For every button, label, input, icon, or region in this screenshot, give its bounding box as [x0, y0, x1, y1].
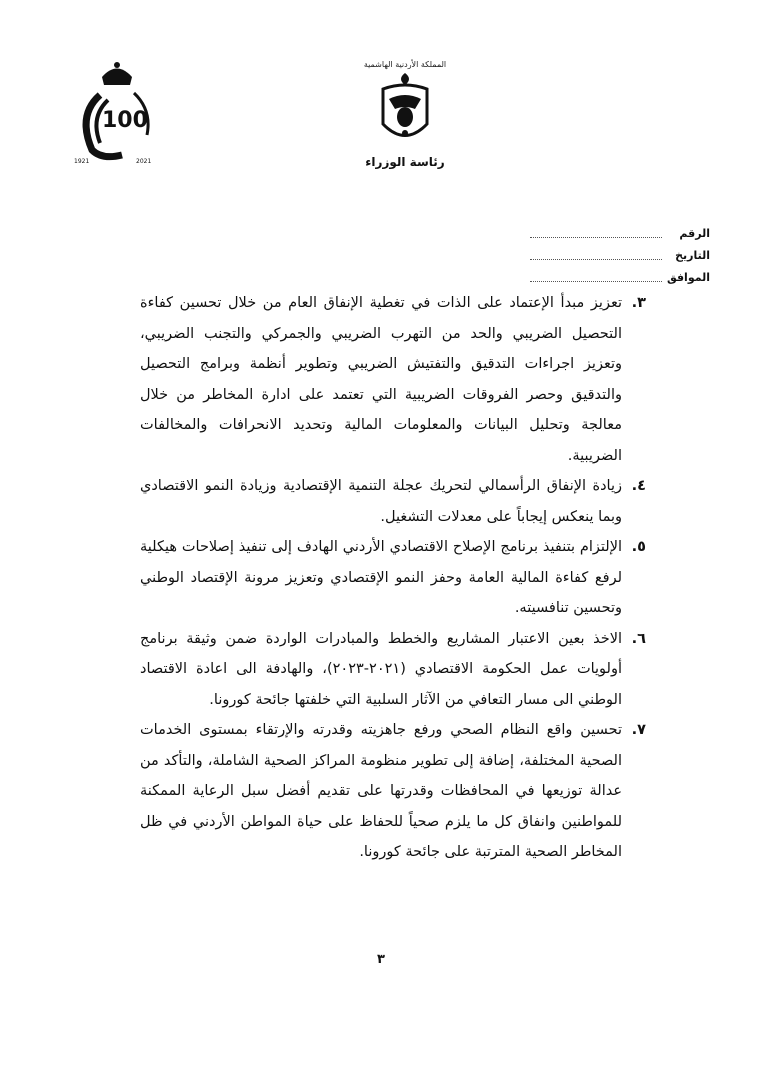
reference-number-value: [530, 229, 662, 238]
coat-motto: المملكة الأردنية الهاشمية: [363, 60, 447, 69]
list-item: [140, 624, 646, 716]
reference-fields: [530, 222, 710, 288]
svg-text:100: 100: [102, 108, 148, 133]
corresponding-date-row: [530, 266, 710, 288]
date-row: [530, 244, 710, 266]
svg-text:2021: 2021: [136, 158, 152, 165]
list-item: [140, 288, 646, 471]
item-text: تعزيز مبدأ الإعتماد على الذات في تغطية الإنفاق العام من خلال تحسين كفاءة التحصيل الضريبي والحد من التهرب الضريبي والجمركي والتجنب الضريبي، وتعزيز اجراءات التدقيق والتفتيش الضريبي وتطوير أنظمة وبرامج التحصيل والتدقيق وحصر الفروقات الضريبية التي تعتمد على ادارة المخاطر من خلال معالجة وتحليل البيانات والمعلومات المالية وتحديد الانحرافات والمخالفات الضريبية.: [140, 295, 622, 464]
item-number: ٦.: [631, 630, 646, 647]
jordan-coat-of-arms-icon: [375, 69, 435, 149]
item-text: الاخذ بعين الاعتبار المشاريع والخطط والمبادرات الواردة ضمن وثيقة برنامج أولويات عمل الحكومة الاقتصادي (٢٠٢١-٢٠٢٣)، والهادفة الى اعادة الاقتصاد الوطني الى مسار التعافي من الآثار السلبية التي خلفتها جائحة كورونا.: [140, 630, 622, 708]
corresponding-date-value: [530, 273, 662, 282]
item-number: ٧.: [631, 722, 646, 738]
item-text: الإلتزام بتنفيذ برنامج الإصلاح الاقتصادي الأردني الهادف إلى تنفيذ إصلاحات هيكلية لرفع كفاءة المالية العامة وحفز النمو الإقتصادي وتعزيز مرونة الإقتصاد الوطني وتحسين تنافسيته.: [140, 539, 622, 616]
reference-number-label: الرقم: [679, 226, 710, 240]
page-number: ٣: [377, 952, 385, 967]
list-item: [140, 532, 646, 624]
corresponding-date-label: الموافق: [666, 270, 710, 284]
item-text: تحسين واقع النظام الصحي ورفع جاهزيته وقدرته والإرتقاء بمستوى الخدمات الصحية المختلفة، إضافة إلى تطوير منظومة المراكز الصحية الشاملة، والتأكد من عدالة توزيعها في المحافظات وقدرتها على تقديم أفضل سبل الرعاية الممكنة للمواطنين وانفاق كل ما يلزم صحياً للحفاظ على حياة المواطن الأردني في ظل المخاطر الصحية المترتبة على جائحة كورونا.: [140, 722, 622, 860]
item-number: ٥.: [631, 539, 646, 555]
item-number: ٤.: [631, 478, 646, 494]
centennial-logo: [72, 55, 162, 165]
svg-text:1921: 1921: [74, 158, 90, 165]
item-text: زيادة الإنفاق الرأسمالي لتحريك عجلة التنمية الإقتصادية وزيادة النمو الاقتصادي وبما ينعكس إيجاباً على معدلات التشغيل.: [140, 478, 622, 525]
item-number: ٣.: [631, 295, 646, 311]
document-body: [140, 288, 646, 868]
crown-100-emblem-icon: [72, 55, 162, 165]
date-value: [530, 251, 662, 260]
reference-number-row: [530, 222, 710, 244]
list-item: [140, 715, 646, 868]
organization-name: رئاسة الوزراء: [365, 155, 445, 169]
date-label: التاريخ: [675, 248, 710, 262]
coat-of-arms: [355, 60, 455, 190]
list-item: [140, 471, 646, 532]
